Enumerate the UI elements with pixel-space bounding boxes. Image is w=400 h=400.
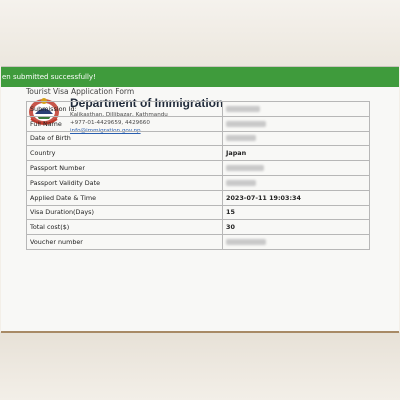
redacted-value	[226, 239, 266, 245]
field-label: Passport Validity Date	[27, 175, 223, 190]
field-value: 2023-07-11 19:03:34	[223, 190, 370, 205]
redacted-value	[226, 121, 266, 127]
redacted-value	[226, 135, 256, 141]
redacted-value	[226, 180, 256, 186]
field-value: Japan	[223, 146, 370, 161]
success-banner	[1, 67, 399, 87]
field-value	[223, 161, 370, 176]
table-row	[27, 175, 370, 190]
field-label: Passport Number	[27, 161, 223, 176]
redacted-value	[226, 106, 260, 112]
department-email-link[interactable]: info@immigration.gov.np	[70, 128, 141, 134]
department-phone: +977-01-4429659, 4429660	[70, 120, 150, 126]
photo-bottom-edge	[0, 332, 400, 400]
field-value	[223, 102, 370, 117]
application-table	[26, 101, 370, 250]
photo-top-edge	[0, 0, 400, 66]
field-label: Country	[27, 146, 223, 161]
table-row	[27, 146, 370, 161]
department-name: Department of Immigration	[70, 96, 224, 110]
field-value	[223, 235, 370, 250]
field-value: 30	[223, 220, 370, 235]
field-value	[223, 175, 370, 190]
field-value	[223, 131, 370, 146]
field-label: Voucher number	[27, 235, 223, 250]
field-label: Full Name	[27, 116, 223, 131]
field-label: Applied Date & Time	[27, 190, 223, 205]
field-value: 15	[223, 205, 370, 220]
form-title: Tourist Visa Application Form	[26, 87, 135, 96]
field-label: Total cost($)	[27, 220, 223, 235]
redacted-value	[226, 165, 264, 171]
success-message: en submitted successfully!	[2, 73, 96, 81]
table-row	[27, 220, 370, 235]
table-row	[27, 235, 370, 250]
field-label: Visa Duration(Days)	[27, 205, 223, 220]
table-row	[27, 116, 370, 131]
table-row	[27, 161, 370, 176]
table-row	[27, 190, 370, 205]
table-row	[27, 205, 370, 220]
field-value	[223, 116, 370, 131]
table-row	[27, 131, 370, 146]
field-label: Date of Birth	[27, 131, 223, 146]
department-address: Kalikasthan, Dillibazar, Kathmandu	[70, 112, 168, 118]
field-label: Submission Id:	[27, 102, 223, 117]
table-row	[27, 102, 370, 117]
